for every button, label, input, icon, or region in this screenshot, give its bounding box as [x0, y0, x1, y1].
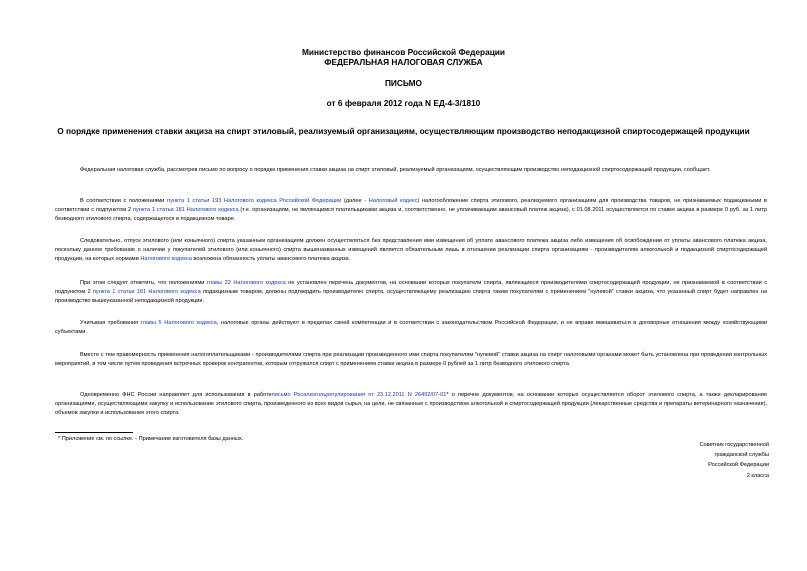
- ministry-name: Министерство финансов Российской Федерации: [301, 47, 506, 57]
- signature-line: 2 класса: [746, 472, 769, 479]
- paragraph-text: подакцизным товаром, должны подтвердить производителю спирта, осуществляющему реализацию спирта таким покупателям с применением "нулевой" ставки акциза, что указанный спирт будет направлен на производство вышеуказанной неподакцизной продукции.: [55, 288, 767, 304]
- signature-line: Советник государственной: [699, 442, 769, 448]
- legal-reference-link[interactable]: пункта 1 статьи 181 Налогового кодекса: [132, 206, 239, 213]
- paragraph-text: Учитывая требования: [80, 320, 141, 326]
- signature-line: гражданской службы: [714, 452, 769, 459]
- legal-reference-link[interactable]: письмо Росалкогольрегулирования от 23.12.2011 N 26492/07-01: [271, 392, 447, 398]
- document-date-number: от 6 февраля 2012 года N ЕД-4-3/1810: [326, 98, 481, 108]
- paragraph-text: Следовательно, отпуск этилового (или коньячного) спирта указанным организациям должен осуществляться без представления ими извещения об уплате авансового платежа акциза либо извещения об освобождении от уплаты авансового платежа акциза, поскольку данное требование о наличии у покупателей этилового (или коньячного) спирта вышеназванных извещений является обязательным лишь в отношении реализации спирта организациям - производителям алкогольной и подакцизной спиртосодержащей продукции, на которых нормами: [55, 238, 767, 262]
- footnote: * Приложение см. по ссылке. - Примечание изготовителя базы данных.: [58, 436, 244, 442]
- paragraph-text: В соответствии с положениями: [80, 198, 168, 204]
- paragraph-text: (т.е. организациям, не являющимся плательщиками акциза и, соответственно, не уплачивающим авансовый платеж акциза), с 01.08.2011 осуществляется по ставке акциза в размере 0 руб. за 1 литр безводного этилового спирта, содержащегося в подакцизном товаре.: [55, 206, 767, 222]
- document-title: О порядке применения ставки акциза на спирт этиловый, реализуемый организациям, осуществляющим производство неподакцизной спиртосодержащей продукции: [57, 126, 750, 136]
- paragraph-text: ) налогообложение спирта этилового, реализуемого организациям для производства товаров, не признаваемых подакцизными в соответствии с подпунктом 2: [55, 198, 768, 213]
- paragraph-text: , налоговые органы действуют в пределах своей компетенции и в соответствии с законодательством Российской Федерации, и не вправе вмешиваться в договорные отношения между хозяйствующими субъектами.: [55, 320, 767, 335]
- legal-reference-link[interactable]: главы 5 Налогового кодекса: [140, 320, 217, 326]
- paragraph-2: [55, 197, 767, 223]
- legal-reference-link[interactable]: пункта 1 статьи 193 Налогового кодекса Российской Федерации: [167, 198, 342, 204]
- paragraph-6: [55, 351, 767, 369]
- legal-reference-link[interactable]: главы 22 Налогового кодекса: [206, 280, 286, 286]
- footnote-divider: [55, 432, 133, 433]
- paragraph-text: Вместе с тем правомерность применения налогоплательщиками - производителями спирта при реализации произведенного ими спирта покупателям "нулевой" ставки акциза на спирт налоговыми органами может быть установлена при проведении контрольных мероприятий, в том числе путем проведения встречных проверок контрагентов, которым отгружался спирт с применением ставки акциза в размере 0 рублей за 1 литр безводного этилового спирта.: [55, 352, 767, 367]
- paragraph-3: [55, 237, 767, 263]
- paragraph-text: Одновременно ФНС России направляет для использования в работе: [80, 392, 272, 398]
- legal-reference-link[interactable]: Налоговый кодекс: [368, 198, 418, 204]
- legal-reference-link[interactable]: пункта 1 статьи 181 Налогового кодекса: [92, 288, 201, 295]
- paragraph-text: При этом следует отметить, что положениями: [80, 280, 207, 286]
- service-name: ФЕДЕРАЛЬНАЯ НАЛОГОВАЯ СЛУЖБА: [324, 57, 483, 67]
- paragraph-text: (далее -: [341, 198, 369, 204]
- paragraph-7: [55, 391, 767, 417]
- signature-block: [700, 440, 769, 481]
- signature-line: Российской Федерации: [708, 462, 769, 469]
- paragraph-text: возложена обязанность уплаты авансового платежа акциза.: [191, 255, 351, 262]
- paragraph-1: [55, 166, 767, 175]
- paragraph-5: [55, 319, 767, 337]
- paragraph-text: не установлен перечень документов, на основании которых покупатели спирта, являющиеся производителями спиртосодержащей продукции, не признаваемой в соответствии с подпунктом 2: [55, 280, 767, 295]
- document-type: ПИСЬМО: [384, 78, 423, 88]
- paragraph-text: * о перечне документов, на основании которых осуществляется оборот этилового спирта, а также декларирование организациями, осуществляющими закупку и использование этилового спирта, произведенного из всех видов сырья, на цели, не связанные с производством алкогольной и спиртосодержащей продукции (лекарственные средства и препараты ветеринарного назначения), объемов закупки и использования этого спирта.: [55, 392, 767, 416]
- paragraph-4: [55, 279, 767, 305]
- legal-reference-link[interactable]: Налогового кодекса: [140, 255, 192, 262]
- paragraph-text: Федеральная налоговая служба, рассмотрев письмо по вопросу о порядке применения ставки акциза на спирт этиловый, реализуемый организациям, осуществляющим производство неподакцизной спиртосодержащей продукции, сообщает.: [80, 167, 711, 173]
